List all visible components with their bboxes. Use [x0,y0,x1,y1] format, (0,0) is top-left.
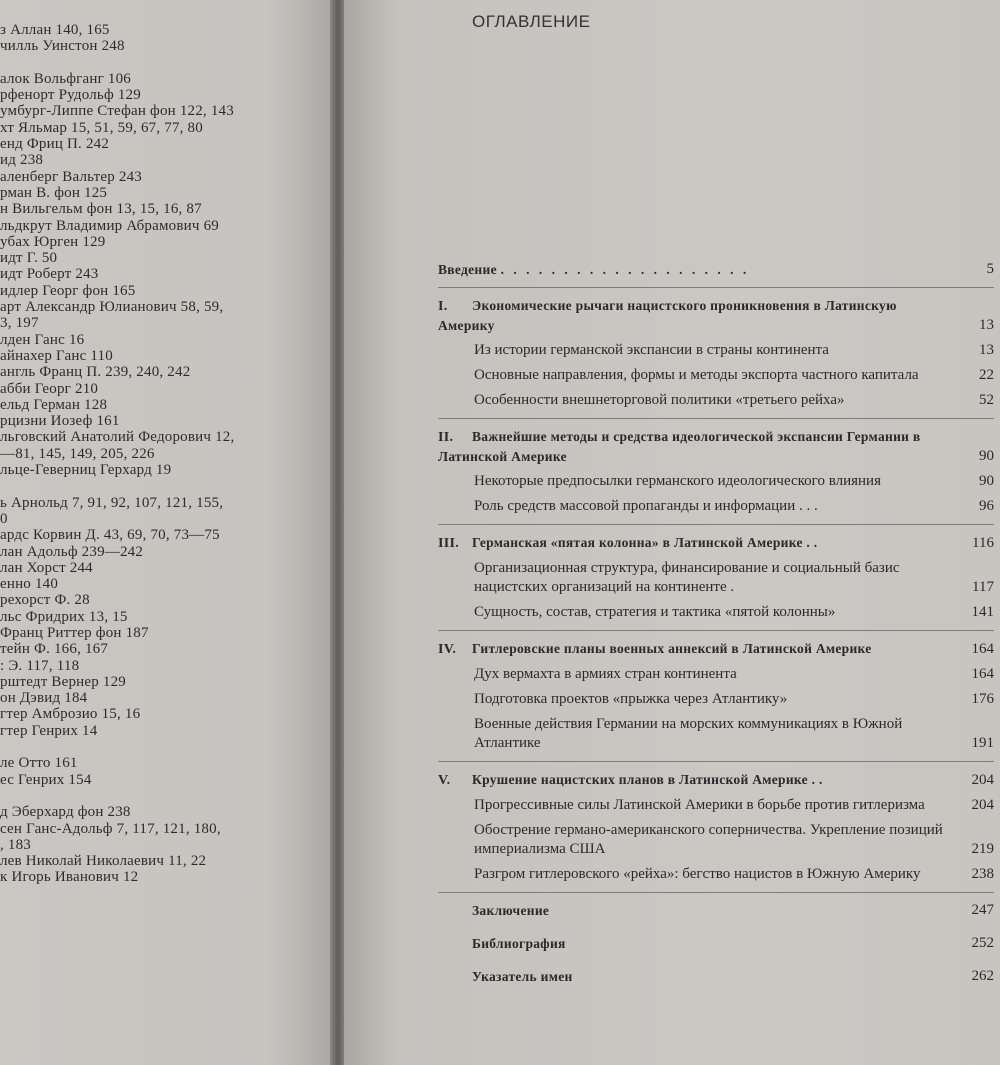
index-line: чилль Уинстон 248 [0,38,125,55]
toc-chapter [438,770,994,884]
toc-intro-page: 5 [986,261,994,277]
index-line [0,788,330,804]
toc-divider [438,892,994,893]
index-line: лден Ганс 16 [0,331,85,348]
end-item-page: 247 [971,902,994,918]
toc-intro [438,260,994,279]
toc-divider [438,630,994,631]
index-line: идт Роберт 243 [0,266,99,283]
section-page: 219 [971,841,994,857]
index-line: Франц Риттер фон 187 [0,624,149,641]
end-item-page: 262 [971,968,994,984]
index-line: к Игорь Иванович 12 [0,869,139,886]
chapter-page: 13 [979,317,994,333]
end-item-page: 252 [971,935,994,951]
chapter-title: Германская «пятая колонна» в Латинской Америке . . [472,535,818,550]
index-line: умбург-Липпе Стефан фон 122, 143 [0,103,234,120]
section-title: Сущность, состав, стратегия и тактика «пятой колонны» [474,604,836,620]
index-line: рцизни Иозеф 161 [0,413,120,430]
index-line: гтер Амброзио 15, 16 [0,706,141,723]
end-item-title: Заключение [472,903,550,918]
section-page: 13 [979,342,994,358]
section-title: Дух вермахта в армиях стран континента [474,666,737,682]
index-line: ид 238 [0,152,44,169]
index-line [0,478,330,494]
chapter-number: III. [438,536,460,551]
index-line: аленберг Вальтер 243 [0,168,142,185]
index-line: идлер Георг фон 165 [0,282,136,299]
chapter-title: Важнейшие методы и средства идеологической экспансии Германии в Латинской Америке [438,429,921,464]
index-line: рштедт Вернер 129 [0,673,127,690]
section-title: Разгром гитлеровского «рейха»: бегство нацистов в Южную Америку [474,866,921,882]
index-line: —81, 145, 149, 205, 226 [0,445,155,462]
end-item-title: Указатель имен [472,969,573,984]
index-line: лан Адольф 239—242 [0,543,144,560]
chapter-title: Экономические рычаги нацистского проникновения в Латинскую Америку [438,298,897,333]
index-line [0,55,330,71]
index-line: , 183 [0,836,31,853]
left-page-name-index [0,0,336,1065]
toc-divider [438,524,994,525]
toc-divider [438,418,994,419]
section-title: Роль средств массовой пропаганды и информации . . . [474,498,818,514]
section-title: Организационная структура, финансирование и социальный базис нацистских организаций на континенте . [474,560,900,595]
index-line: гтер Генрих 14 [0,722,98,739]
section-page: 191 [971,735,994,751]
section-page: 176 [971,691,994,707]
index-line: н Вильгельм фон 13, 15, 16, 87 [0,201,202,218]
index-line: арт Александр Юлианович 58, 59, [0,299,224,316]
chapter-page: 204 [971,772,994,788]
section-title: Особенности внешнеторговой политики «третьего рейха» [474,392,845,408]
toc-end-items [438,901,994,986]
section-page: 164 [971,666,994,682]
chapter-title: Гитлеровские планы военных аннексий в Латинской Америке [472,641,872,656]
index-line: 0 [0,510,8,527]
index-line: айнахер Ганс 110 [0,347,113,364]
toc-divider [438,761,994,762]
toc-chapter [438,296,994,410]
index-line: сен Ганс-Адольф 7, 117, 121, 180, [0,820,221,837]
section-page: 52 [979,392,994,408]
index-line: рфенорт Рудольф 129 [0,87,141,104]
toc-chapter [438,427,994,516]
index-line: он Дэвид 184 [0,690,88,707]
chapter-page: 90 [979,448,994,464]
index-line: лев Николай Николаевич 11, 22 [0,853,207,870]
index-line: ь Арнольд 7, 91, 92, 107, 121, 155, [0,494,224,511]
index-line: идт Г. 50 [0,250,58,267]
section-title: Обострение германо-американского соперничества. Укрепление позиций империализма США [474,822,943,857]
right-page-contents [344,0,1000,1065]
section-page: 238 [971,866,994,882]
chapter-number: IV. [438,642,457,657]
index-line: з Аллан 140, 165 [0,22,110,38]
toc-intro-title: Введение [438,262,497,277]
section-title: Подготовка проектов «прыжка через Атлантику» [474,691,788,707]
index-line: абби Георг 210 [0,380,99,397]
section-title: Военные действия Германии на морских коммуникациях в Южной Атлантике [474,716,903,751]
toc-heading: ОГЛАВЛЕНИЕ [472,12,591,31]
section-page: 204 [971,797,994,813]
toc-chapter [438,533,994,622]
index-line: ес Генрих 154 [0,771,92,788]
toc-intro-dots: . . . . . . . . . . . . . . . . . . . . [500,262,750,277]
index-line [0,739,330,755]
index-line: лан Хорст 244 [0,559,93,576]
section-page: 96 [979,498,994,514]
index-line: льце-Геверниц Герхард 19 [0,462,172,479]
index-line: енно 140 [0,576,59,593]
section-page: 141 [971,604,994,620]
chapter-title: Крушение нацистских планов в Латинской Америке . . [472,772,823,787]
section-page: 22 [979,367,994,383]
index-line: рман В. фон 125 [0,184,108,201]
index-line: убах Юрген 129 [0,233,106,250]
toc-divider [438,287,994,288]
chapter-number: II. [438,430,454,445]
index-line: льговский Анатолий Федорович 12, [0,429,235,446]
chapter-page: 164 [971,641,994,657]
index-line: англь Франц П. 239, 240, 242 [0,364,191,381]
toc-chapters [438,296,994,893]
toc-chapter [438,639,994,753]
index-line: льдкрут Владимир Абрамович 69 [0,217,219,234]
index-line: льс Фридрих 13, 15 [0,608,128,625]
index-line: ельд Герман 128 [0,396,108,413]
chapter-number: V. [438,773,451,788]
index-line: ардс Корвин Д. 43, 69, 70, 73—75 [0,527,220,544]
index-line: : Э. 117, 118 [0,657,80,674]
end-item-title: Библиография [472,936,566,951]
index-line: 3, 197 [0,315,39,332]
index-line: ле Отто 161 [0,755,78,772]
section-title: Некоторые предпосылки германского идеологического влияния [474,473,881,489]
index-line: алок Вольфганг 106 [0,70,132,87]
section-title: Основные направления, формы и методы экспорта частного капитала [474,367,919,383]
index-line: д Эберхард фон 238 [0,804,131,821]
section-page: 117 [972,579,994,595]
name-index-list [0,22,330,886]
section-title: Из истории германской экспансии в страны континента [474,342,829,358]
section-page: 90 [979,473,994,489]
index-line: енд Фриц П. 242 [0,136,110,153]
chapter-number: I. [438,299,448,314]
table-of-contents [438,260,994,986]
section-title: Прогрессивные силы Латинской Америки в борьбе против гитлеризма [474,797,925,813]
toc-end-item [438,967,994,986]
index-line: хт Яльмар 15, 51, 59, 67, 77, 80 [0,119,203,136]
toc-end-item [438,901,994,920]
index-line: рехорст Ф. 28 [0,592,90,609]
chapter-page: 116 [972,535,994,551]
index-line: тейн Ф. 166, 167 [0,641,109,658]
toc-end-item [438,934,994,953]
